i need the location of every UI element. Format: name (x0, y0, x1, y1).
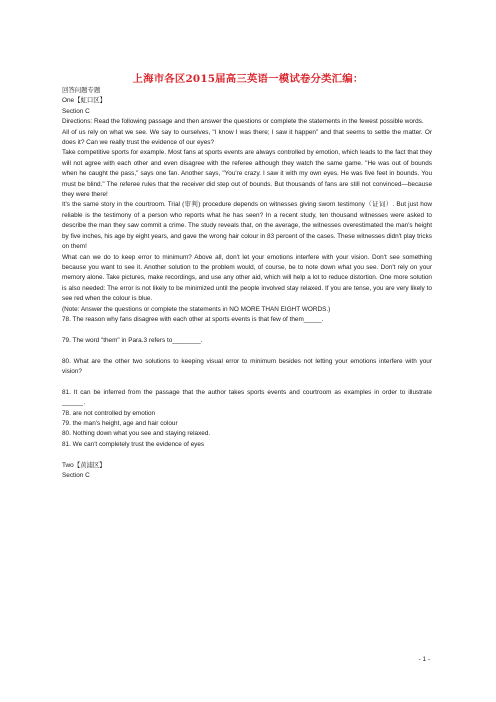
section-one-subheading: Section C (62, 107, 90, 115)
topic-heading: 回答问题专题 (62, 87, 101, 94)
passage-paragraph: What can we do to keep error to minimum? Above all, don't let your emotions interfere with your vision. Don't see something because you want to see it. Another solution to the problem would, of course, be to note down what you see. Don't rely on your memory alone. Take pictures, make recordings, and use any other aid, which will help a lot to reduce distortion. One more solution is also needed: The error is not likely to be minimized until the people involved stay relaxed. If you are tense, you are very likely to see red when the colour is blue. (62, 253, 432, 303)
document-title: 上海市各区2015届高三英语一模试卷分类汇编： (132, 73, 364, 85)
passage-paragraph: Take competitive sports for example. Most fans at sports events are always controlled by emotion, which leads to the fact that they will not agree with each other and even disagree with the referee although they watch the same game. "He was out of bounds when he caught the pass," says one fan. Another says, "You're crazy. I saw it with my own eyes. He was five feet in bounds. You must be blind." The referee rules that the receiver did step out of bounds. But thousands of fans are still not convinced—because they were there! (62, 149, 432, 199)
passage-paragraph: All of us rely on what we see. We say to ourselves, "I know I was there; I saw it happen" and that seems to settle the matter. Or does it? Can we really trust the evidence of our eyes? (62, 128, 432, 147)
passage-paragraph: It's the same story in the courtroom. Trial (审判) procedure depends on witnesses giving sworn testimony（证词）. But just how reliable is the testimony of a person who reports what he has seen? In a recent study, ten thousand witnesses were asked to describe the man they saw commit a crime. The study reveals that, on the average, the witnesses overestimated the man's height by five inches, his age by eight years, and gave the wrong hair colour in 83 percent of the cases. These witnesses didn't play tricks on them! (62, 201, 432, 251)
answer-item: 79. the man's height, age and hair colour (62, 419, 178, 427)
document-body (62, 86, 432, 481)
section-two-label: Two【黄浦区】 (62, 461, 106, 469)
answer-item: 81. We can't completely trust the evidence of eyes (62, 440, 205, 448)
question-item: 79. The word "them" in Para.3 refers to________. (62, 336, 203, 344)
section-two-subheading: Section C (62, 471, 90, 479)
page-number: - 1 - (418, 656, 430, 663)
directions-paragraph: Directions: Read the following passage and then answer the questions or complete the statements in the fewest possible words. (62, 118, 424, 126)
question-item: 80. What are the other two solutions to keeping visual error to minimum besides not letting your emotions interfere with your vision? (62, 357, 432, 375)
question-item: 81. It can be inferred from the passage that the author takes sports events and courtroom as examples in order to illustrate ______. (62, 388, 432, 407)
answer-item: 80. Nothing down what you see and staying relaxed. (62, 430, 211, 438)
answer-item: 78. are not controlled by emotion (62, 409, 156, 417)
answer-note: (Note: Answer the questions or complete the statements in NO MORE THAN EIGHT WORDS.) (62, 305, 331, 313)
question-item: 78. The reason why fans disagree with each other at sports events is that few of them_____. (62, 315, 324, 323)
section-one-label: One【虹口区】 (62, 97, 107, 105)
